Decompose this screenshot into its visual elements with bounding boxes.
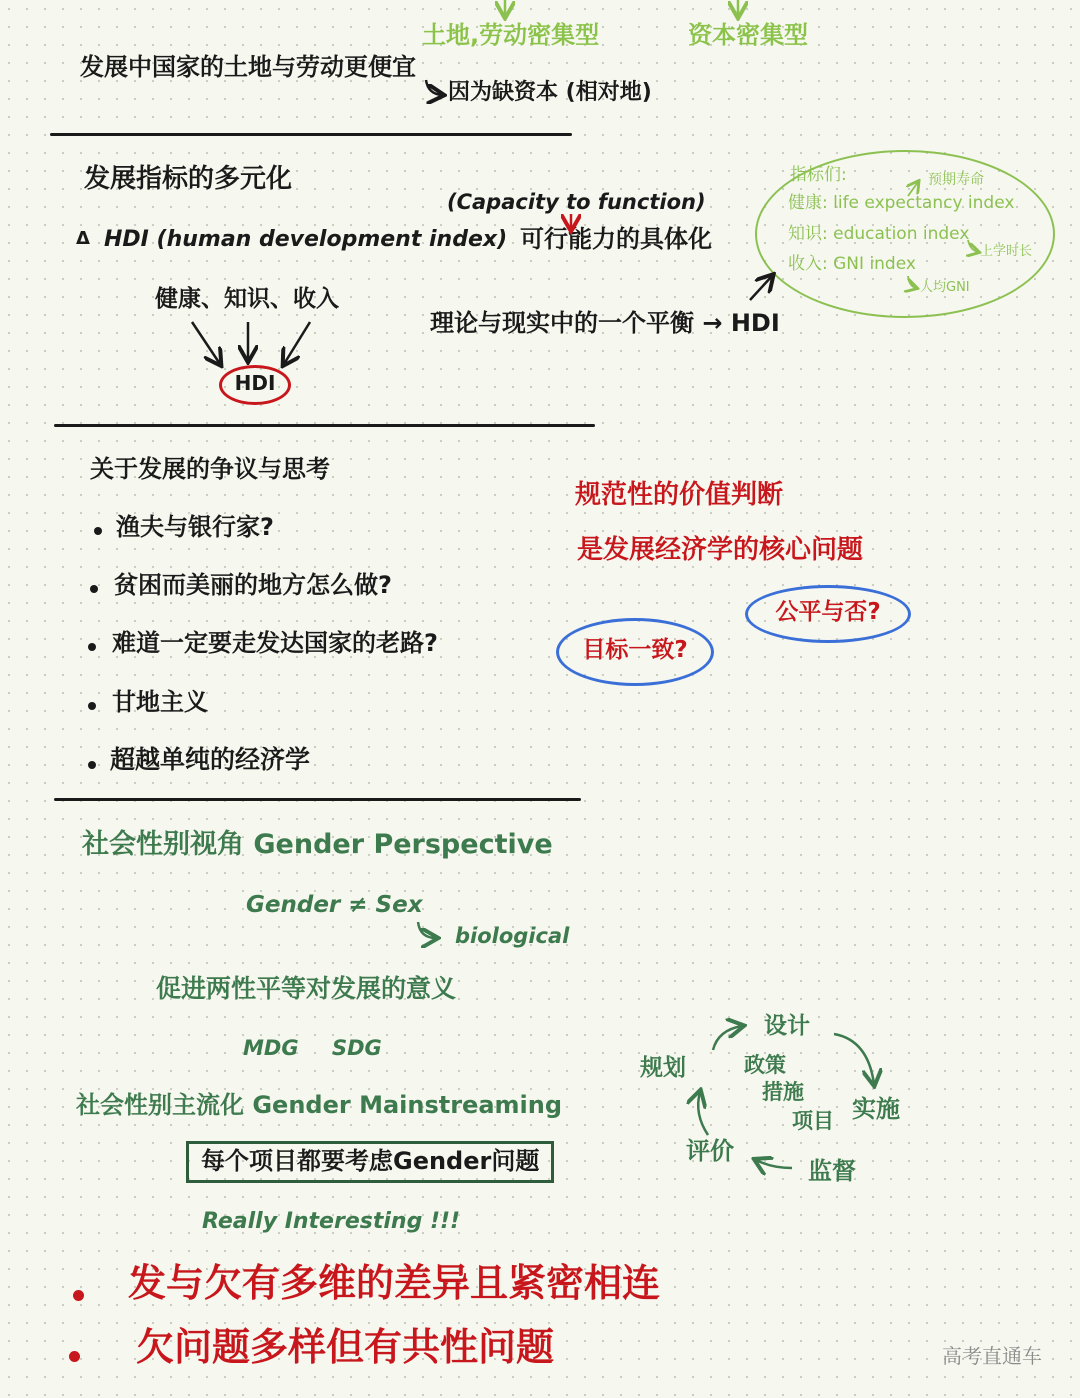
hook-arrow-reason <box>426 80 442 95</box>
capability-concretization: 可行能力的具体化 <box>520 225 712 253</box>
note-lifespan: 预期寿命 <box>928 172 984 188</box>
cycle-center-measures: 措施 <box>762 1080 804 1104</box>
arrow-health <box>192 322 220 364</box>
cycle-center-policy: 政策 <box>744 1053 786 1077</box>
note-schooling: 上学时长 <box>980 244 1033 259</box>
debate-item: 渔夫与银行家? <box>116 513 274 541</box>
mdg-label: MDG <box>243 1036 299 1060</box>
hdi-components: 健康、知识、收入 <box>155 286 339 312</box>
label-land-labor: 土地,劳动密集型 <box>422 21 600 49</box>
note-income: 收入: GNI index <box>788 254 916 274</box>
gender-equality-significance: 促进两性平等对发展的意义 <box>156 974 457 1003</box>
note-title: 指标们: <box>790 165 847 185</box>
lack-of-capital-text: 因为缺资本 (相对地) <box>448 80 652 105</box>
section-heading-indicators: 发展指标的多元化 <box>84 164 293 194</box>
cycle-center-projects: 项目 <box>792 1109 834 1133</box>
arrow-income <box>284 322 310 364</box>
fairness-text: 公平与否? <box>775 599 881 625</box>
cycle-implement: 实施 <box>852 1095 900 1123</box>
section-heading-debate: 关于发展的争议与思考 <box>90 455 330 483</box>
note-knowledge: 知识: education index <box>788 224 970 244</box>
balance-text: 理论与现实中的一个平衡 → HDI <box>430 309 780 337</box>
normative-judgment: 规范性的价值判断 <box>575 480 784 510</box>
land-labor-cheaper-text: 发展中国家的土地与劳动更便宜 <box>80 53 416 81</box>
arrow-note-schooling <box>968 240 978 252</box>
gender-consideration-box: 每个项目都要考虑Gender问题 <box>186 1141 554 1183</box>
biological-label: biological <box>455 924 570 948</box>
sdg-label: SDG <box>332 1036 382 1060</box>
cycle-plan: 规划 <box>640 1055 686 1081</box>
gender-vs-sex: Gender ≠ Sex <box>246 892 423 918</box>
hdi-definition: HDI (human development index) <box>104 227 508 252</box>
cycle-arrow-design-implement <box>834 1034 874 1084</box>
really-interesting: Really Interesting !!! <box>202 1209 461 1234</box>
hook-arrow-biological <box>418 922 436 938</box>
cycle-arrow-plan-design <box>713 1026 742 1050</box>
note-per-capita: 人均GNI <box>920 280 970 295</box>
gender-perspective-heading: 社会性别视角 Gender Perspective <box>82 829 553 860</box>
core-question: 是发展经济学的核心问题 <box>577 535 864 565</box>
conclusion-2: 欠问题多样但有共性问题 <box>136 1325 555 1369</box>
cycle-design: 设计 <box>764 1013 810 1039</box>
arrow-note-lifespan <box>908 182 918 196</box>
cycle-arrow-evaluate-plan <box>698 1092 708 1135</box>
arrow-note-per-capita <box>908 276 916 288</box>
gender-mainstreaming: 社会性别主流化 Gender Mainstreaming <box>76 1091 563 1119</box>
debate-item: 贫困而美丽的地方怎么做? <box>114 571 392 599</box>
cycle-evaluate: 评价 <box>686 1137 734 1165</box>
arrow-to-note <box>750 276 772 300</box>
capacity-to-function: (Capacity to function) <box>447 190 706 214</box>
label-capital: 资本密集型 <box>688 21 808 49</box>
debate-item: 难道一定要走发达国家的老路? <box>112 629 438 657</box>
cycle-supervise: 监督 <box>808 1157 856 1185</box>
conclusion-1: 发与欠有多维的差异且紧密相连 <box>128 1261 661 1305</box>
goal-text: 目标一致? <box>582 637 688 663</box>
hdi-circle-label: HDI <box>234 371 276 395</box>
cycle-arrow-supervise-evaluate <box>756 1160 792 1168</box>
debate-item: 超越单纯的经济学 <box>110 745 311 774</box>
watermark: 高考直通车 <box>942 1346 1042 1368</box>
debate-item: 甘地主义 <box>112 688 208 716</box>
note-health: 健康: life expectancy index <box>788 193 1015 213</box>
triangle-marker: Δ <box>76 228 90 249</box>
